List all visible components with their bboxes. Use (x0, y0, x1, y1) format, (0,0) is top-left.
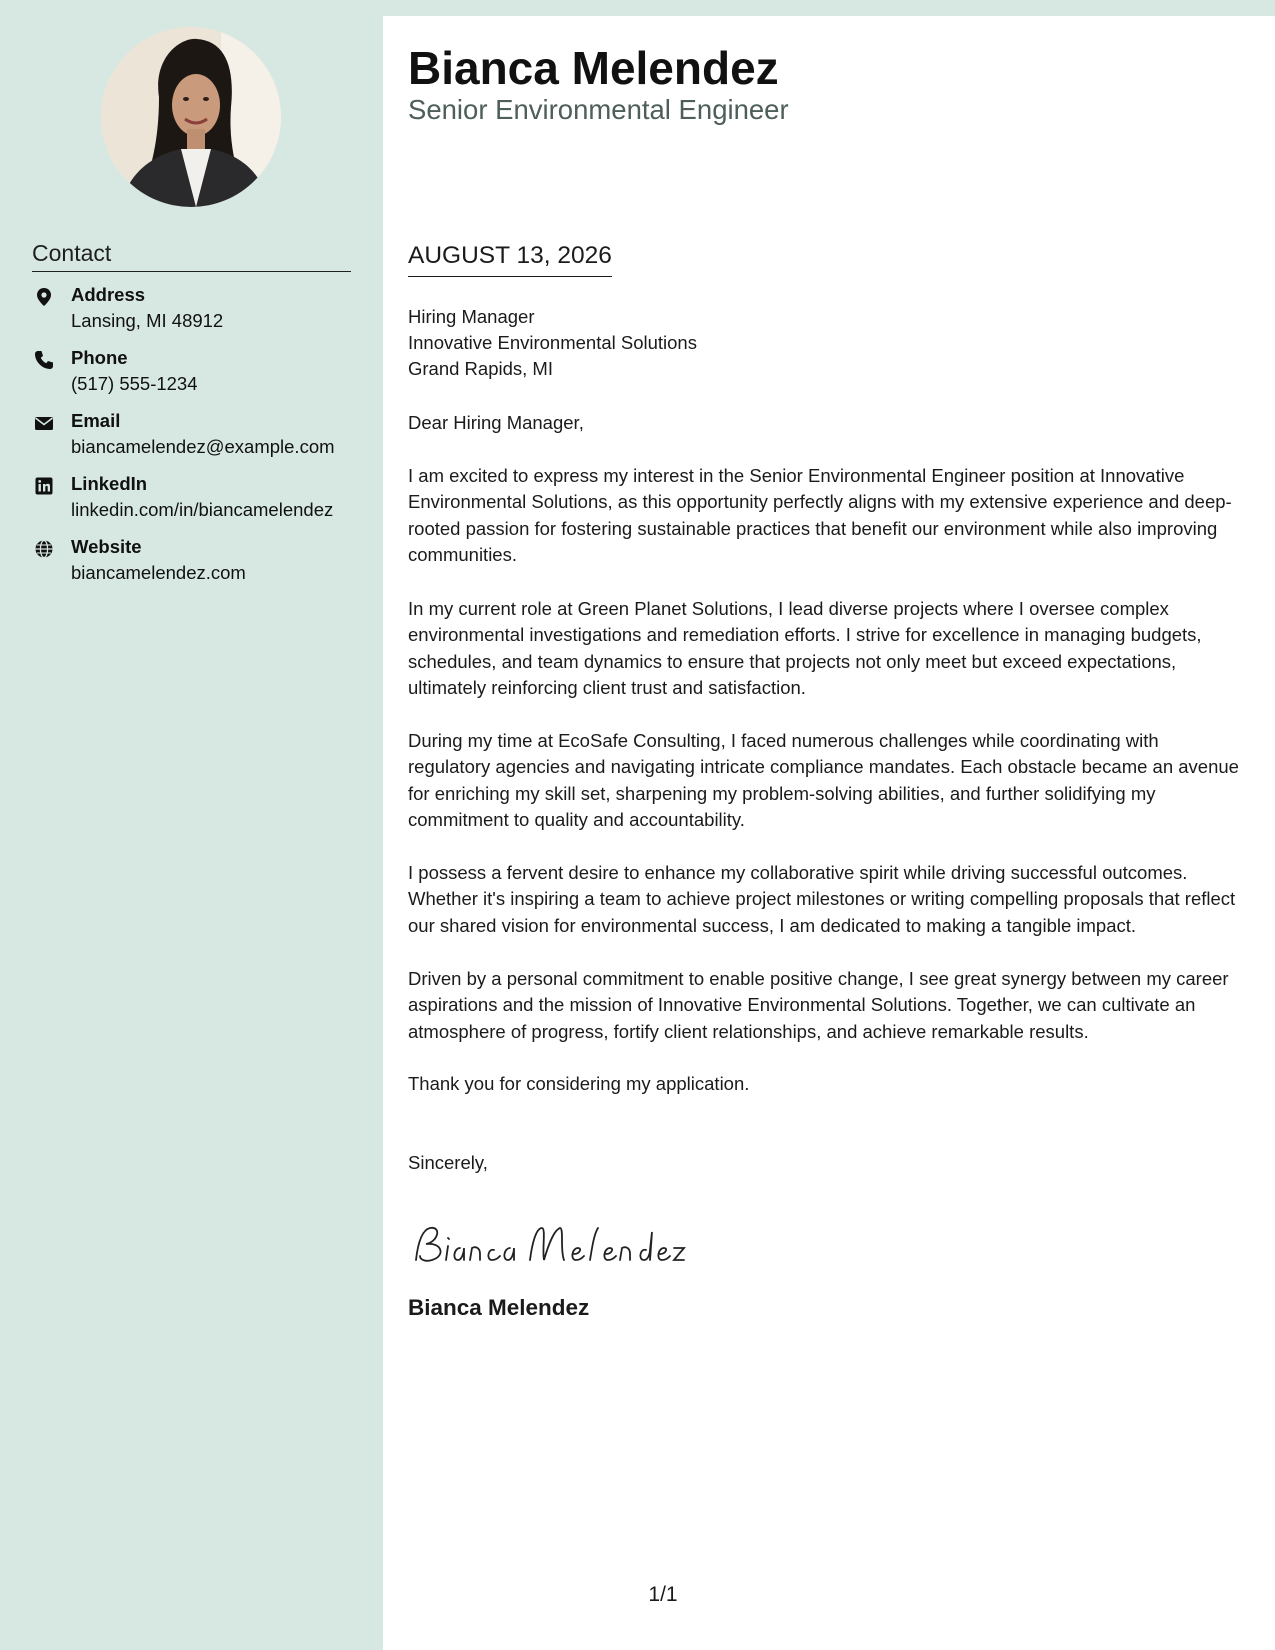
page-number: 1/1 (648, 1583, 678, 1606)
globe-icon (34, 539, 54, 559)
contact-label: Website (71, 536, 142, 557)
website-link[interactable]: biancamelendez.com (71, 562, 246, 583)
contact-list (32, 284, 372, 599)
phone-icon (34, 350, 54, 370)
contact-item-linkedin (32, 473, 372, 536)
contact-item-address (32, 284, 372, 347)
body-paragraph: Thank you for considering my application. (408, 1073, 750, 1094)
profile-photo (101, 27, 281, 207)
email-link[interactable]: biancamelendez@example.com (71, 436, 335, 457)
recipient-line: Grand Rapids, MI (408, 358, 553, 379)
applicant-title: Senior Environmental Engineer (408, 94, 789, 125)
recipient-line: Innovative Environmental Solutions (408, 332, 697, 353)
contact-item-phone (32, 347, 372, 410)
contact-label: Phone (71, 347, 128, 368)
recipient-block (408, 304, 697, 382)
avatar (101, 27, 281, 207)
map-pin-icon (34, 287, 54, 307)
applicant-name: Bianca Melendez (408, 42, 779, 94)
signature (408, 1210, 688, 1280)
body-paragraph: I possess a fervent desire to enhance my collaborative spirit while driving successful outcomes. Whether it's inspiring a team to achieve project milestones or writing compelling proposals that reflect our shared vision for environmental success, I am dedicated to making a tangible impact. (408, 862, 1236, 936)
body-paragraph: During my time at EcoSafe Consulting, I faced numerous challenges while coordinating with regulatory agencies and navigating intricate compliance mandates. Each obstacle became an avenue for enriching my skill set, sharpening my problem-solving abilities, and further solidifying my commitment to quality and accountability. (408, 730, 1239, 831)
body-paragraph: I am excited to express my interest in the Senior Environmental Engineer position at Innovative Environmental Solutions, as this opportunity perfectly aligns with my extensive experience and deep-rooted passion for fostering sustainable practices that benefit our environment while also improving communities. (408, 465, 1232, 566)
letter-date: AUGUST 13, 2026 (408, 242, 612, 277)
contact-label: Email (71, 410, 121, 431)
linkedin-link[interactable]: linkedin.com/in/biancamelendez (71, 499, 334, 520)
phone-value: (517) 555-1234 (71, 373, 198, 394)
letter-main (383, 16, 1275, 1650)
body-paragraph: In my current role at Green Planet Solutions, I lead diverse projects where I oversee complex environmental investigations and remediation efforts. I strive for excellence in managing budgets, schedules, and team dynamics to ensure that projects not only meet but exceed expectations, ultimately reinforcing client trust and satisfaction. (408, 598, 1202, 699)
contact-label: LinkedIn (71, 473, 148, 494)
address-value: Lansing, MI 48912 (71, 310, 224, 331)
recipient-line: Hiring Manager (408, 306, 535, 327)
envelope-icon (34, 413, 54, 433)
closing: Sincerely, (408, 1152, 488, 1173)
salutation: Dear Hiring Manager, (408, 412, 584, 433)
linkedin-icon (34, 476, 54, 496)
contact-item-website (32, 536, 372, 599)
sidebar (0, 0, 383, 1650)
body-paragraph: Driven by a personal commitment to enable positive change, I see great synergy between my career aspirations and the mission of Innovative Environmental Solutions. Together, we can cultivate an atmosphere of progress, fortify client relationships, and achieve remarkable results. (408, 968, 1229, 1042)
signed-name: Bianca Melendez (408, 1295, 590, 1320)
handwritten-signature (408, 1210, 688, 1280)
contact-label: Address (71, 284, 146, 305)
contact-item-email (32, 410, 372, 473)
contact-heading: Contact (32, 240, 351, 272)
